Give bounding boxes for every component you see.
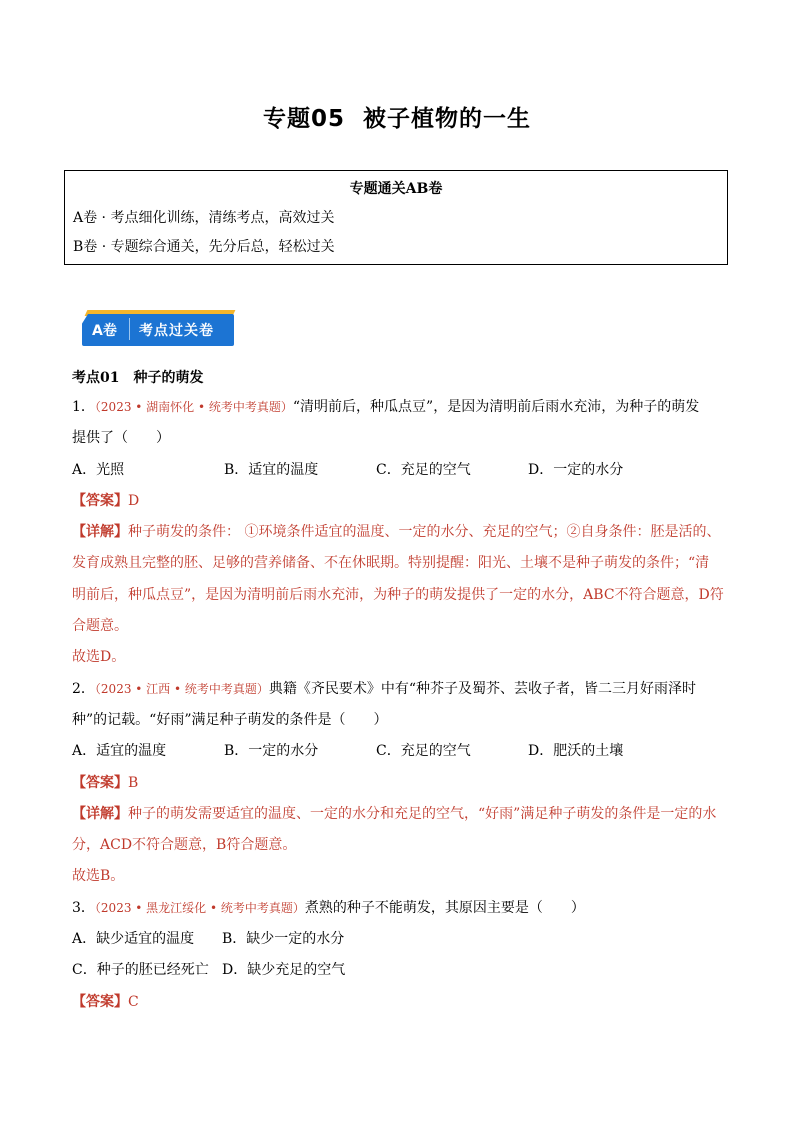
kaodian-heading	[72, 364, 732, 392]
section-banner	[82, 310, 234, 346]
q1-source: （2023 • 湖南怀化 • 统考中考真题）	[94, 400, 293, 414]
q2-detail-line1	[72, 799, 732, 830]
q2-source: （2023 • 江西 • 统考中考真题）	[94, 681, 269, 696]
q3-answer-value: C	[128, 993, 139, 1010]
q1-detail-line3: 明前后，种瓜点豆”，是因为清明前后雨水充沛，为种子的萌发提供了一定的水分，ABC不符合题意，D符	[72, 586, 724, 603]
banner-label-type: 考点过关卷	[139, 323, 214, 339]
intro-box	[64, 170, 728, 265]
intro-box-line-a: A卷 · 考点细化训练，清练考点，高效过关	[73, 210, 335, 226]
q2-detail-text1b: “好雨”	[478, 805, 521, 822]
q2-answer-tag: 【答案】	[72, 774, 128, 791]
q1-option-d: D．一定的水分	[528, 461, 624, 478]
q2-option-c: C．充足的空气	[376, 743, 471, 760]
q1-answer-tag: 【答案】	[72, 492, 128, 509]
q1-stem-line1	[72, 392, 732, 423]
q2-detail-line2: 分，ACD不符合题意，B符合题意。	[72, 837, 297, 854]
q1-detail-line4: 合题意。	[72, 618, 128, 635]
title-topic-name: 被子植物的一生	[363, 106, 531, 132]
q2-stem-line1	[72, 674, 732, 705]
q1-option-a: A．光照	[72, 461, 125, 478]
title-topic-number: 专题05	[262, 106, 345, 132]
q2-option-a: A．适宜的温度	[72, 743, 167, 760]
q2-number: 2．	[72, 680, 95, 697]
q1-stem-line2: 提供了（ ）	[72, 430, 170, 447]
banner-label-volume: A卷	[92, 323, 117, 339]
q1-answer-value: D	[128, 492, 140, 509]
q3-source: （2023 • 黑龙江绥化 • 统考中考真题）	[94, 900, 305, 915]
q2-detail-text1a: 种子的萌发需要适宜的温度、一定的水分和充足的空气，	[128, 805, 478, 822]
q1-option-c: C．充足的空气	[376, 461, 471, 478]
q3-stem-text1: 煮熟的种子不能萌发，其原因主要是（ ）	[304, 899, 585, 916]
q3-options-row2	[72, 955, 732, 986]
q1-detail-text1: 种子萌发的条件： ①环境条件适宜的温度、一定的水分、充足的空气；②自身条件：胚是活的、	[128, 524, 721, 541]
q1-option-b: B．适宜的温度	[224, 461, 319, 478]
q3-option-d: D．缺少充足的空气	[222, 962, 346, 979]
q1-stem-text1: “清明前后，种瓜点豆”，是因为清明前后雨水充沛，为种子的萌发	[292, 399, 700, 415]
intro-box-heading: 专题通关AB卷	[349, 181, 443, 197]
q2-detail-tag: 【详解】	[72, 805, 128, 822]
q2-answer	[72, 768, 732, 799]
intro-box-line-b: B卷 · 专题综合通关，先分后总，轻松过关	[73, 239, 335, 255]
q2-stem-line2: 种”的记载。“好雨”满足种子萌发的条件是（ ）	[72, 711, 388, 728]
q1-detail-tag: 【详解】	[72, 524, 128, 541]
q1-detail-line1	[72, 517, 732, 548]
question-content	[72, 364, 732, 1018]
banner-divider	[129, 318, 130, 340]
q2-detail-text1c: 满足种子萌发的条件是一定的水	[520, 805, 717, 822]
q1-answer	[72, 486, 732, 517]
q1-choose: 故选D。	[72, 649, 126, 666]
q2-options	[72, 736, 732, 767]
q1-options	[72, 455, 732, 486]
q3-number: 3．	[72, 899, 95, 916]
q1-number: 1．	[72, 399, 95, 415]
q2-stem-text1: 典籍《齐民要术》中有“种芥子及蜀芥、芸收子者，皆二三月好雨泽时	[268, 680, 697, 697]
q3-option-b: B．缺少一定的水分	[222, 931, 345, 948]
q2-choose: 故选B。	[72, 868, 125, 885]
q3-option-c: C．种子的胚已经死亡	[72, 962, 209, 979]
page-title	[0, 100, 794, 133]
q3-option-a: A．缺少适宜的温度	[72, 931, 195, 948]
q2-option-d: D．肥沃的土壤	[528, 743, 624, 760]
kaodian-name: 种子的萌发	[133, 370, 204, 386]
q3-stem-line1	[72, 893, 732, 924]
q1-detail-line2: 发育成熟且完整的胚、足够的营养储备、不在休眠期。特别提醒：阳光、土壤不是种子萌发的条件；“清	[72, 555, 710, 572]
q2-answer-value: B	[128, 774, 139, 791]
q2-option-b: B．一定的水分	[224, 743, 319, 760]
kaodian-number: 考点01	[72, 370, 120, 386]
q3-answer-tag: 【答案】	[72, 993, 128, 1010]
q3-answer	[72, 987, 732, 1018]
q3-options-row1	[72, 924, 732, 955]
